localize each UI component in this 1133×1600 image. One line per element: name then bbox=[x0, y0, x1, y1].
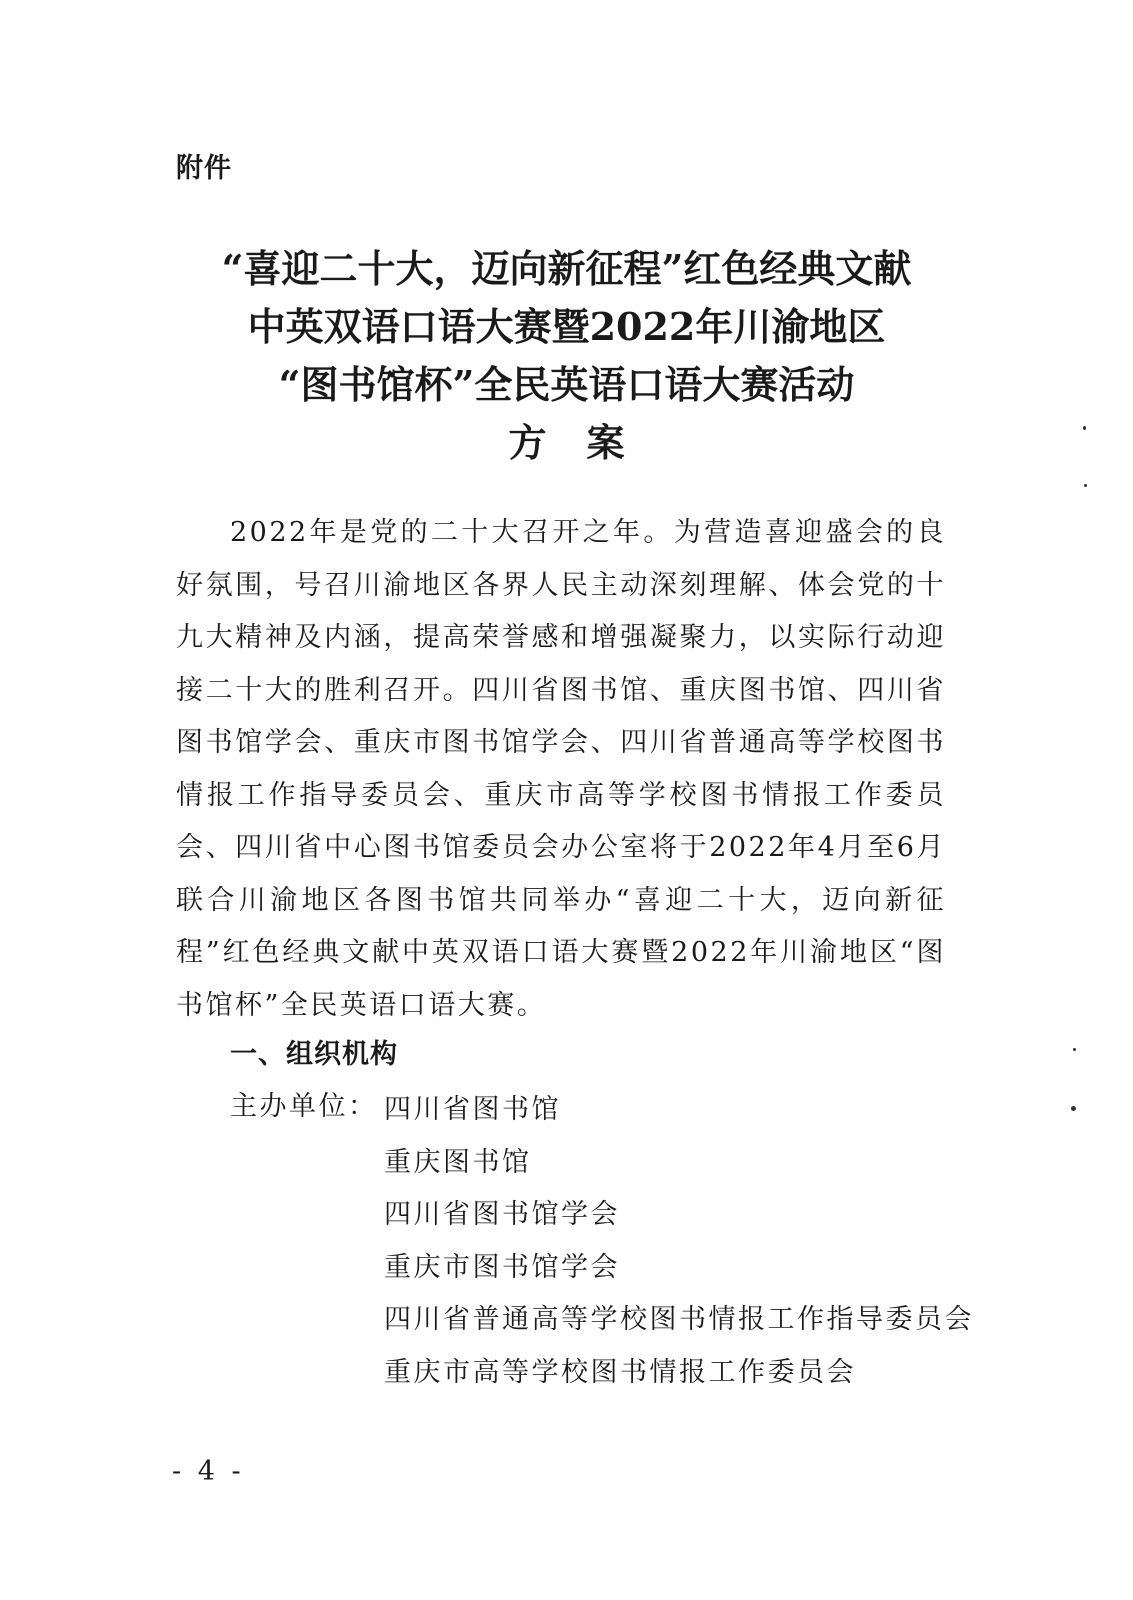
attachment-label: 附件 bbox=[176, 153, 232, 184]
host-item: 重庆市图书馆学会 bbox=[384, 1251, 620, 1283]
intro-paragraph: 2022年是党的二十大召开之年。为营造喜迎盛会的良好氛围，号召川渝地区各界人民主动深刻理解、体会党的十九大精神及内涵，提高荣誉感和增强凝聚力，以实际行动迎接二十大的胜利召开。四川省图书馆、重庆图书馆、四川省图书馆学会、重庆市图书馆学会、四川省普通高等学校图书情报工作指导委员会、重庆市高等学校图书情报工作委员会、四川省中心图书馆委员会办公室将于2022年4月至6月联合川渝地区各图书馆共同举办“喜迎二十大，迈向新征程”红色经典文献中英双语口语大赛暨2022年川渝地区“图书馆杯”全民英语口语大赛。 bbox=[176, 517, 946, 1021]
document-title bbox=[120, 240, 1013, 472]
scan-speck bbox=[1071, 1106, 1076, 1111]
title-line-3: “图书馆杯”全民英语口语大赛活动 bbox=[278, 362, 855, 407]
section-heading-organization: 一、组织机构 bbox=[230, 1039, 398, 1070]
title-line-4: 方案 bbox=[508, 420, 665, 465]
page-number: - 4 - bbox=[172, 1456, 245, 1487]
scan-speck bbox=[1084, 484, 1087, 487]
host-item: 四川省普通高等学校图书情报工作指导委员会 bbox=[384, 1304, 974, 1335]
host-label: 主办单位： bbox=[230, 1091, 378, 1122]
scan-speck bbox=[1083, 426, 1086, 430]
host-list bbox=[384, 1084, 974, 1399]
scan-speck bbox=[1073, 1048, 1076, 1051]
host-item: 四川省图书馆 bbox=[384, 1094, 561, 1125]
title-line-2: 中英双语口语大赛暨2022年川渝地区 bbox=[247, 304, 886, 349]
host-item: 四川省图书馆学会 bbox=[384, 1199, 620, 1230]
title-line-1: “喜迎二十大，迈向新征程”红色经典文献 bbox=[221, 246, 912, 291]
host-item: 重庆图书馆 bbox=[384, 1146, 532, 1178]
host-item: 重庆市高等学校图书情报工作委员会 bbox=[384, 1356, 856, 1388]
